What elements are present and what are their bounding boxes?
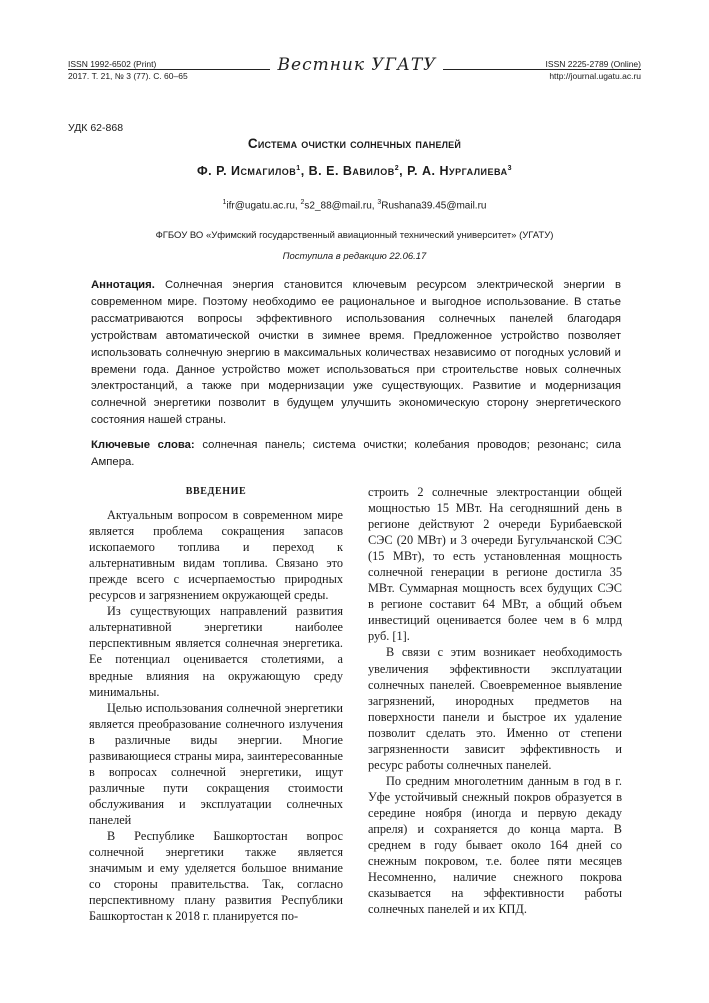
- abstract: [91, 277, 621, 429]
- abstract-label: Аннотация.: [91, 279, 155, 291]
- body-paragraph: В связи с этим возникает необходимость увеличения эффективности эксплуатации солнечных панелей. Своевременное выявление загрязнений, инородных предметов на поверхности панели и быстрое их удаление позволит сделать это. Именно от степени загрязненности зависит эффективность и ресурс работы солнечных панелей.: [368, 645, 622, 772]
- keywords: [91, 437, 621, 471]
- header-left: [68, 58, 188, 82]
- body-paragraph: Актуальным вопросом в современном мире является проблема сокращения запасов ископаемого топлива и переход к альтернативным видам топлива. Связано это прежде всего с исчерпаемостью природных ресурсов и загрязнением окружающей среды.: [89, 508, 343, 603]
- journal-url[interactable]: http://journal.ugatu.ac.ru: [549, 71, 641, 81]
- body-column-left: [89, 484, 343, 924]
- author-name: В. Е. Вавилов: [308, 164, 395, 178]
- body-paragraph-continued: строить 2 солнечные электростанции общей мощностью 15 МВт. На сегодняшний день в регионе действуют 2 очереди Бурибаевской СЭС (20 МВт) и 3 очереди Бугульчанской СЭС (15 МВт), то есть установленная мощность солнечной генерации в регионе достигла 35 МВт. Суммарная мощность всех будущих СЭС в регионе составит 64 МВт, а общий объем инвестиций оценивается более чем в 6 млрд руб. [1].: [368, 485, 622, 644]
- email-list: [68, 199, 641, 211]
- author-sup: 3: [507, 164, 512, 172]
- author-sup: 1: [296, 164, 301, 172]
- issn-print: ISSN 1992-6502 (Print): [68, 59, 157, 69]
- citation: 2017. Т. 21, № 3 (77). С. 60–65: [68, 71, 188, 81]
- issn-online: ISSN 2225-2789 (Online): [545, 59, 641, 69]
- author-list: Ф. Р. Исмагилов$^1$, В. Е. Вавилов$^2$, Р. А. Нургалиева$^3$: [197, 164, 512, 178]
- keywords-label: Ключевые слова:: [91, 439, 195, 451]
- body-paragraph: Целью использования солнечной энергетики является преобразование солнечного излучения в различные виды энергии. Многие развивающиеся страны мира, заинтересованные в вопросах солнечной энергетики, ищут различные пути сокращения стоимости обслуживания и эксплуатации солнечных панелей: [89, 700, 343, 827]
- received-date: Поступила в редакцию 22.06.17: [282, 251, 427, 262]
- email-sup: 1: [222, 199, 227, 206]
- body-paragraph: Из существующих направлений развития альтернативной энергетики наиболее перспективным является солнечная энергетика. Ее потенциал оценивается столетиями, а вредные влияния на окружающую среду минимальны.: [89, 604, 343, 699]
- email[interactable]: s2_88@mail.ru,: [304, 200, 375, 212]
- header-right: [546, 58, 641, 82]
- body-paragraph: В Республике Башкортостан вопрос солнечной энергетики также является значимым и ему уделяется большое внимание со стороны правительства. Так, согласно перспективному плану развития Республики Башкортостан к 2018 г. планируется по-: [89, 828, 343, 924]
- journal-logo: Вестник УГАТУ: [277, 55, 437, 75]
- author-sup: 2: [394, 164, 400, 172]
- abstract-text: Солнечная энергия становится ключевым ресурсом электрической энергии в современном мире. Поэтому необходимо ее рациональное и выгодное использование. В статье рассматриваются вопросы эффективного использования солнечных панелей благодаря устройствам автоматической очистки в зимнее время. Предложенное устройство позволяет использовать солнечную энергию в максимальных количествах независимо от погодных условий и времени года. Данное устройство может использоваться при строительстве новых солнечных электростанций, а также при модернизации уже существующих. Развитие и модернизация солнечной энергетики позволит в будущем улучшить экономическую сторону энергетического состояния нашей страны.: [91, 279, 621, 427]
- email-sup: 3: [377, 199, 382, 206]
- body-column-right: [368, 484, 622, 917]
- body-paragraph: По средним многолетним данным в год в г. Уфе устойчивый снежный покров образуется в середине ноября (иногда и первую декаду апреля) и сохраняется до конца марта. В среднем в году бывает около 164 дней со снежным покровом, т.е. более пяти месяцев Несомненно, наличие снежного покрова сказывается на эффективности работы солнечных панелей и их КПД.: [368, 773, 622, 917]
- udc-code: УДК 62-868: [68, 122, 124, 134]
- email[interactable]: Rushana39.45@mail.ru: [381, 200, 487, 212]
- author-name: Ф. Р. Исмагилов: [197, 164, 297, 178]
- author-name: Р. А. Нургалиева: [407, 164, 508, 178]
- affiliation: ФГБОУ ВО «Уфимский государственный авиационный технический университет» (УГАТУ): [155, 230, 554, 241]
- email-sup: 2: [300, 199, 305, 206]
- article-title: Система очистки солнечных панелей: [247, 136, 462, 151]
- header-rule-left: [68, 69, 270, 70]
- email[interactable]: ifr@ugatu.ac.ru,: [226, 200, 298, 212]
- keywords-text: солнечная панель; система очистки; колебания проводов; резонанс; сила Ампера.: [91, 439, 621, 468]
- section-heading: ВВЕДЕНИЕ: [185, 486, 247, 497]
